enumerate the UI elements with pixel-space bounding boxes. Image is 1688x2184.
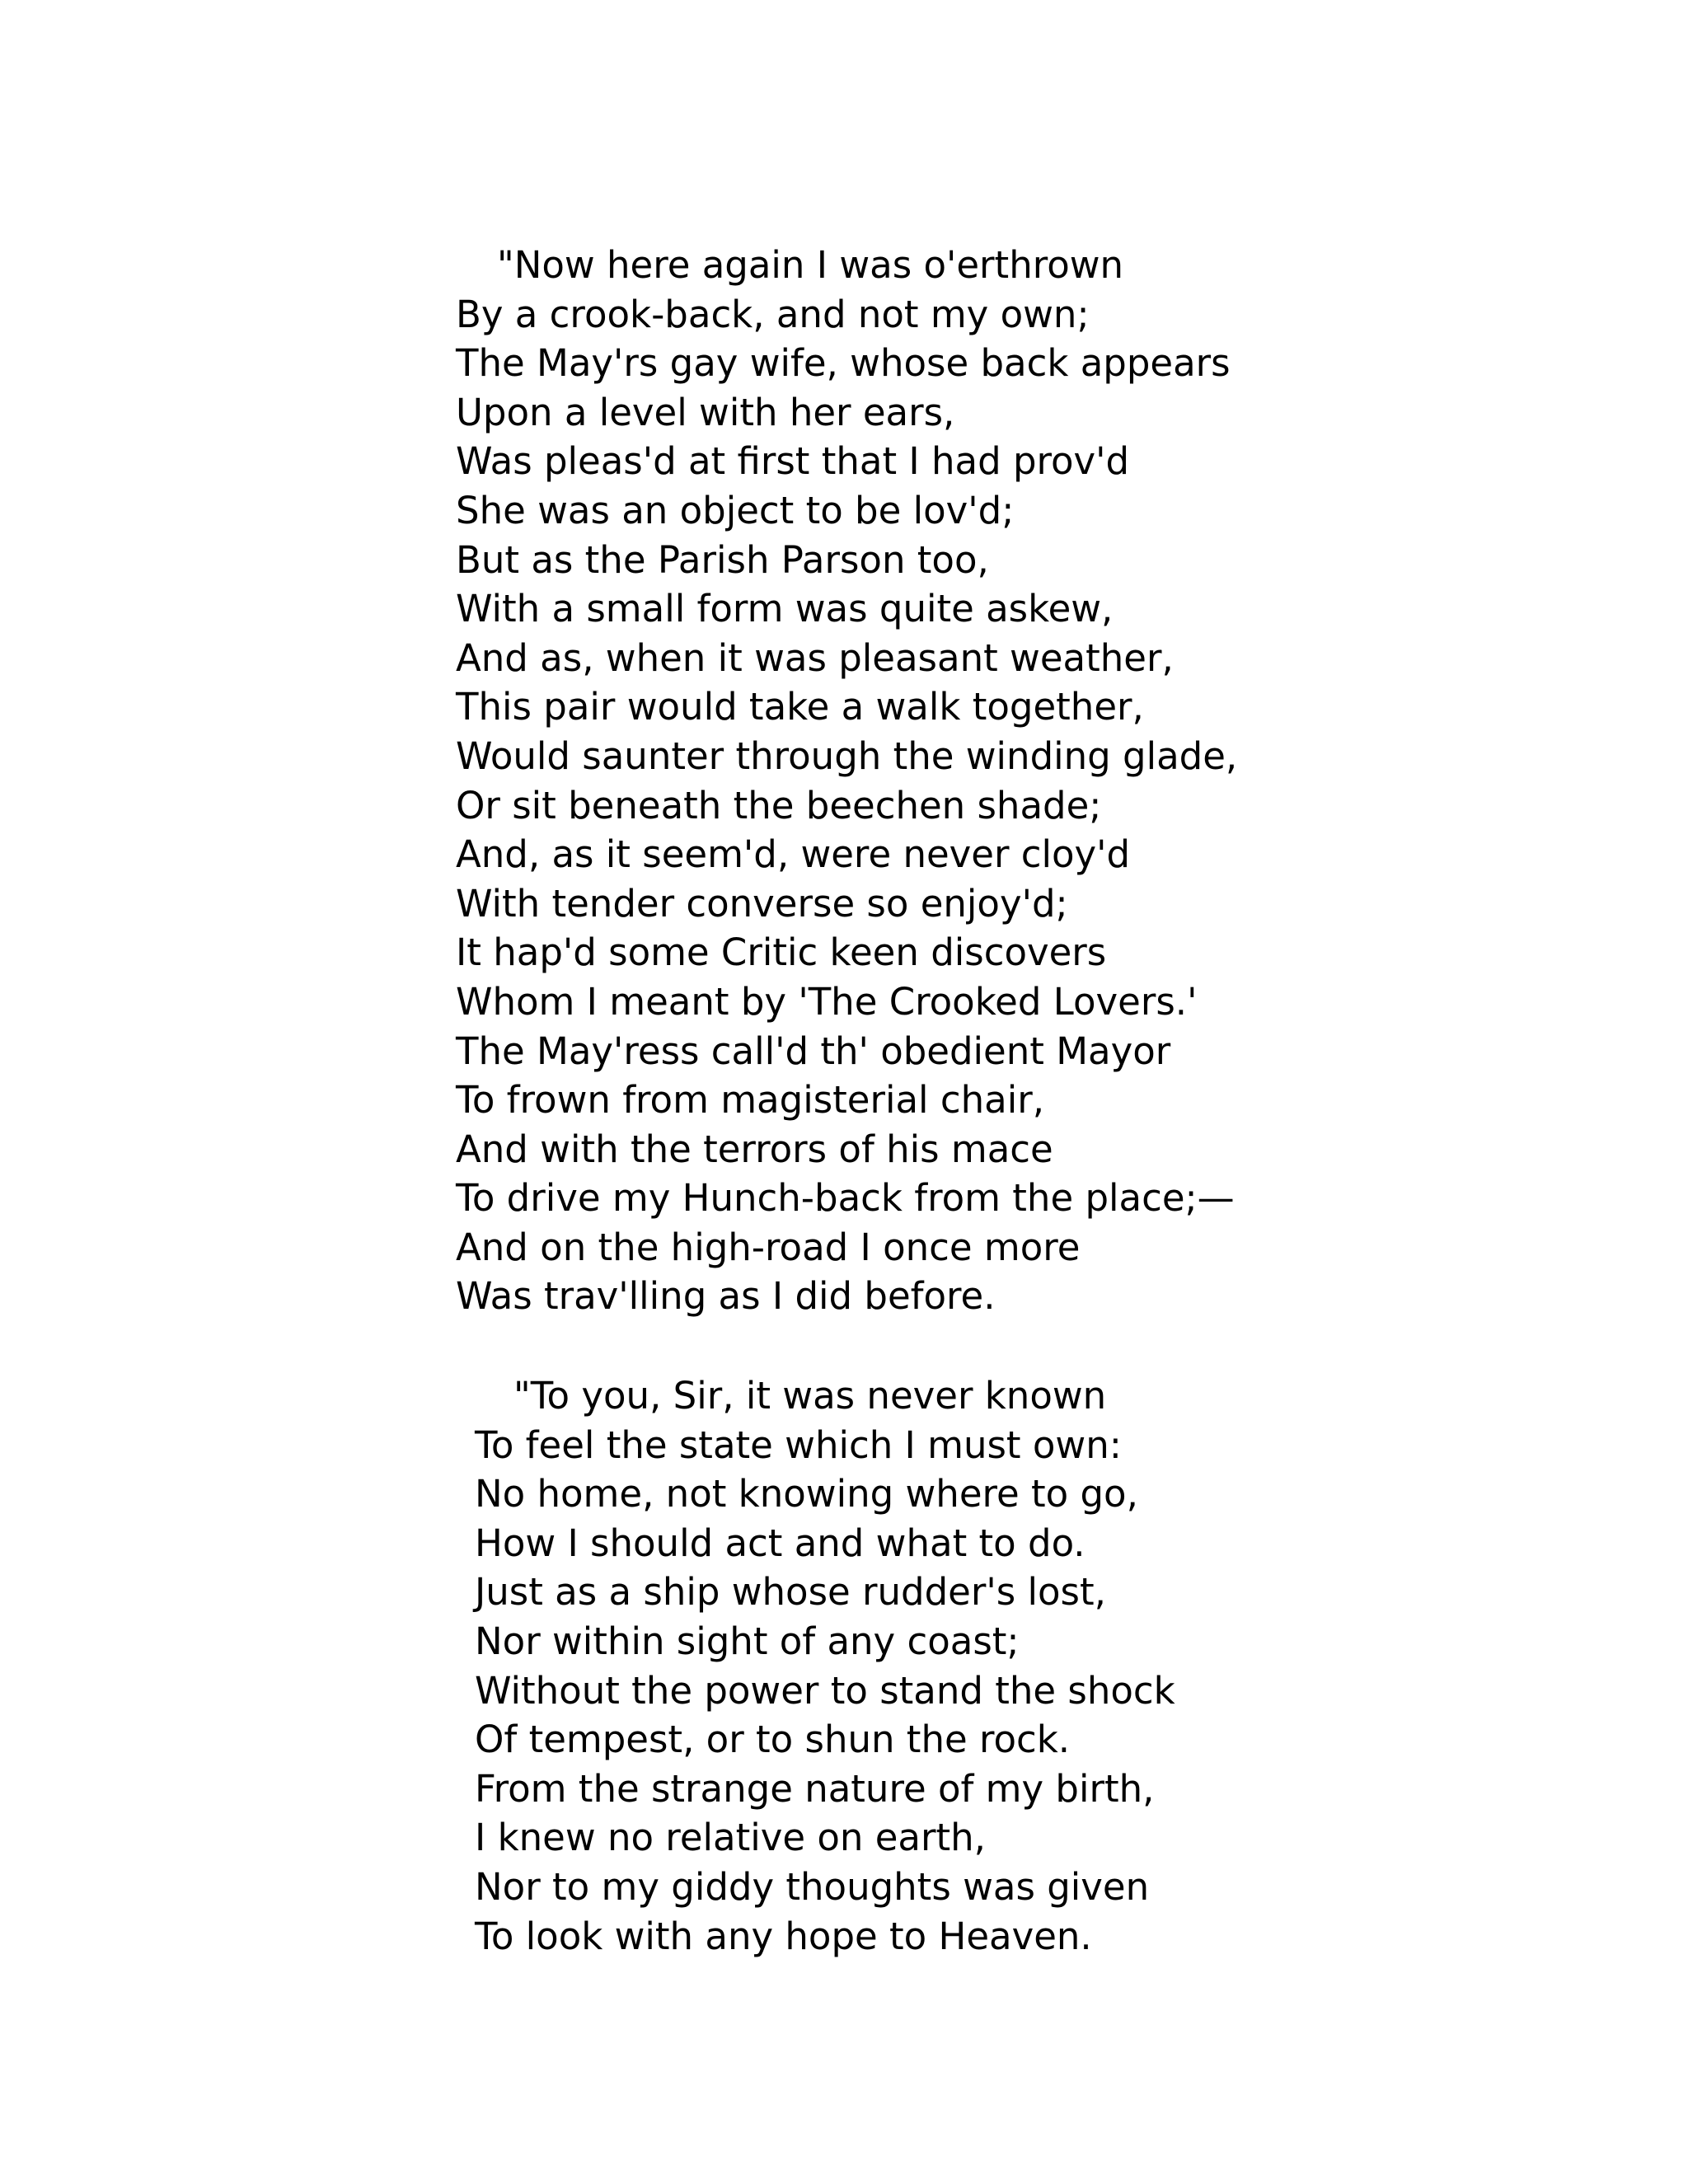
poem-line: To feel the state which I must own: (475, 1422, 1122, 1467)
poem-line: With a small form was quite askew, (456, 587, 1114, 631)
poem-line: From the strange nature of my birth, (475, 1766, 1155, 1811)
stanza-2 (475, 1371, 1175, 1961)
poem-line: She was an object to be lov'd; (456, 488, 1015, 532)
poem-line: Or sit beneath the beechen shade; (456, 783, 1102, 827)
poem-line: "Now here again I was o'erthrown (497, 243, 1124, 287)
poem-line: Upon a level with her ears, (456, 390, 955, 434)
poem-line: Nor to my giddy thoughts was given (475, 1864, 1150, 1909)
poem-line: Nor within sight of any coast; (475, 1619, 1020, 1663)
poem-line: Without the power to stand the shock (475, 1668, 1175, 1713)
stanza-1 (456, 241, 1237, 1321)
poem-line: And with the terrors of his mace (456, 1127, 1053, 1171)
poem-line: Was pleas'd at first that I had prov'd (456, 439, 1130, 484)
poem-line: The May'ress call'd th' obedient Mayor (456, 1029, 1171, 1073)
poem-line: And, as it seem'd, were never cloy'd (456, 832, 1131, 877)
poem-line: Just as a ship whose rudder's lost, (475, 1570, 1106, 1615)
poem-line: To drive my Hunch-back from the place;— (456, 1176, 1235, 1221)
poem-line: To frown from magisterial chair, (456, 1078, 1045, 1122)
poem-line: Of tempest, or to shun the rock. (475, 1718, 1071, 1762)
poem-line: Whom I meant by 'The Crooked Lovers.' (456, 979, 1198, 1024)
poem-line: But as the Parish Parson too, (456, 537, 989, 582)
poem-line: "To you, Sir, it was never known (513, 1374, 1107, 1418)
poem-line: How I should act and what to do. (475, 1521, 1085, 1565)
poem-line: It hap'd some Critic keen discovers (456, 930, 1107, 975)
poem-line: To look with any hope to Heaven. (475, 1914, 1092, 1958)
poem-line: I knew no relative on earth, (475, 1816, 986, 1860)
poem-line: Was trav'lling as I did before. (456, 1274, 996, 1319)
poem-line: Would saunter through the winding glade, (456, 733, 1238, 778)
poem-line: The May'rs gay wife, whose back appears (456, 341, 1231, 386)
poem-line: With tender converse so enjoy'd; (456, 881, 1068, 926)
poem-line: This pair would take a walk together, (456, 685, 1144, 729)
poem-line: And as, when it was pleasant weather, (456, 635, 1174, 680)
poem-line: By a crook-back, and not my own; (456, 292, 1090, 336)
poem-line: No home, not knowing where to go, (475, 1472, 1138, 1516)
poem-line: And on the high-road I once more (456, 1225, 1081, 1269)
